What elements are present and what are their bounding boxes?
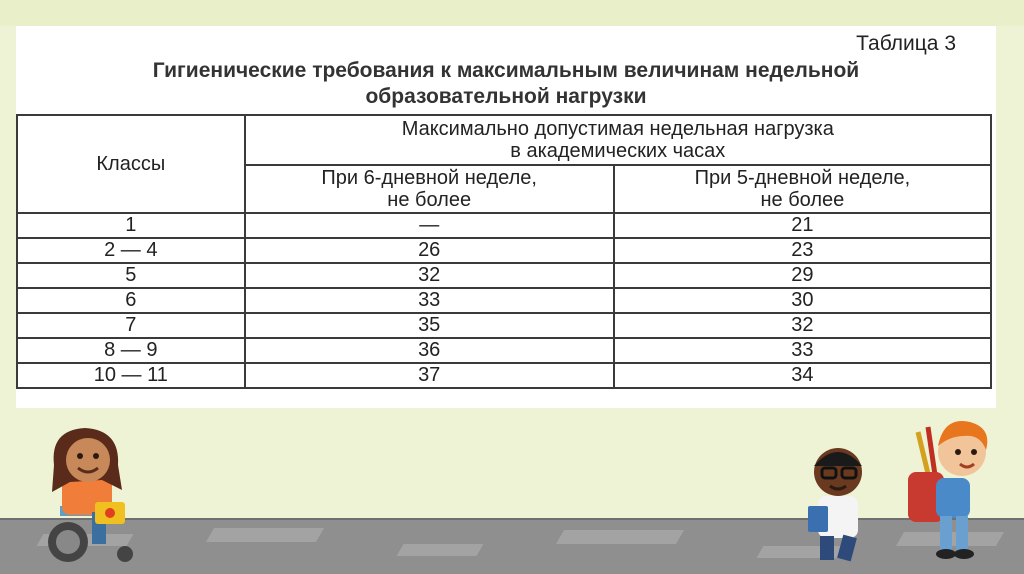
table-row bbox=[17, 363, 991, 388]
cell-six-day: 36 bbox=[245, 338, 614, 363]
document-page bbox=[16, 26, 996, 408]
cell-six-day: 35 bbox=[245, 313, 614, 338]
child-wheelchair-illustration bbox=[40, 420, 150, 565]
cell-five-day: 29 bbox=[614, 263, 991, 288]
header-six-day-line1: При 6-дневной неделе, bbox=[321, 167, 537, 189]
table-row bbox=[17, 213, 991, 238]
cell-grade: 7 bbox=[17, 313, 245, 338]
cell-grade: 5 bbox=[17, 263, 245, 288]
cell-grade: 6 bbox=[17, 288, 245, 313]
title-line-2: образовательной нагрузки bbox=[365, 85, 647, 108]
header-classes: Классы bbox=[17, 115, 245, 213]
table-row bbox=[17, 288, 991, 313]
table-row bbox=[17, 338, 991, 363]
cell-five-day: 23 bbox=[614, 238, 991, 263]
cell-six-day: 26 bbox=[245, 238, 614, 263]
cell-six-day: 32 bbox=[245, 263, 614, 288]
header-six-day-line2: не более bbox=[387, 189, 472, 211]
boy-backpack-illustration bbox=[900, 412, 1000, 562]
cell-five-day: 21 bbox=[614, 213, 991, 238]
ground-tile bbox=[556, 530, 684, 544]
cell-six-day: 37 bbox=[245, 363, 614, 388]
top-stripe bbox=[0, 0, 1024, 26]
header-five-day-line2: не более bbox=[760, 189, 845, 211]
header-five-day bbox=[614, 165, 991, 213]
title-line-1: Гигиенические требования к максимальным величинам недельной bbox=[152, 59, 860, 82]
header-max-load bbox=[245, 115, 991, 165]
table-row bbox=[17, 313, 991, 338]
cell-five-day: 33 bbox=[614, 338, 991, 363]
header-max-load-line1: Максимально допустимая недельная нагрузка bbox=[401, 118, 834, 140]
boy-glasses-illustration bbox=[800, 440, 880, 568]
cell-five-day: 34 bbox=[614, 363, 991, 388]
table-label: Таблица 3 bbox=[856, 32, 956, 55]
header-row-1 bbox=[17, 115, 991, 165]
header-six-day bbox=[245, 165, 614, 213]
cell-five-day: 30 bbox=[614, 288, 991, 313]
ground-tile bbox=[206, 528, 324, 542]
cell-five-day: 32 bbox=[614, 313, 991, 338]
cell-six-day: — bbox=[245, 213, 614, 238]
cell-grade: 1 bbox=[17, 213, 245, 238]
load-table bbox=[16, 114, 992, 389]
cell-grade: 10 — 11 bbox=[17, 363, 245, 388]
cell-grade: 2 — 4 bbox=[17, 238, 245, 263]
cell-grade: 8 — 9 bbox=[17, 338, 245, 363]
table-title bbox=[16, 58, 996, 110]
table-row bbox=[17, 238, 991, 263]
header-max-load-line2: в академических часах bbox=[510, 140, 726, 162]
cell-six-day: 33 bbox=[245, 288, 614, 313]
table-row bbox=[17, 263, 991, 288]
ground-tile bbox=[397, 544, 484, 556]
header-five-day-line1: При 5-дневной неделе, bbox=[694, 167, 911, 189]
